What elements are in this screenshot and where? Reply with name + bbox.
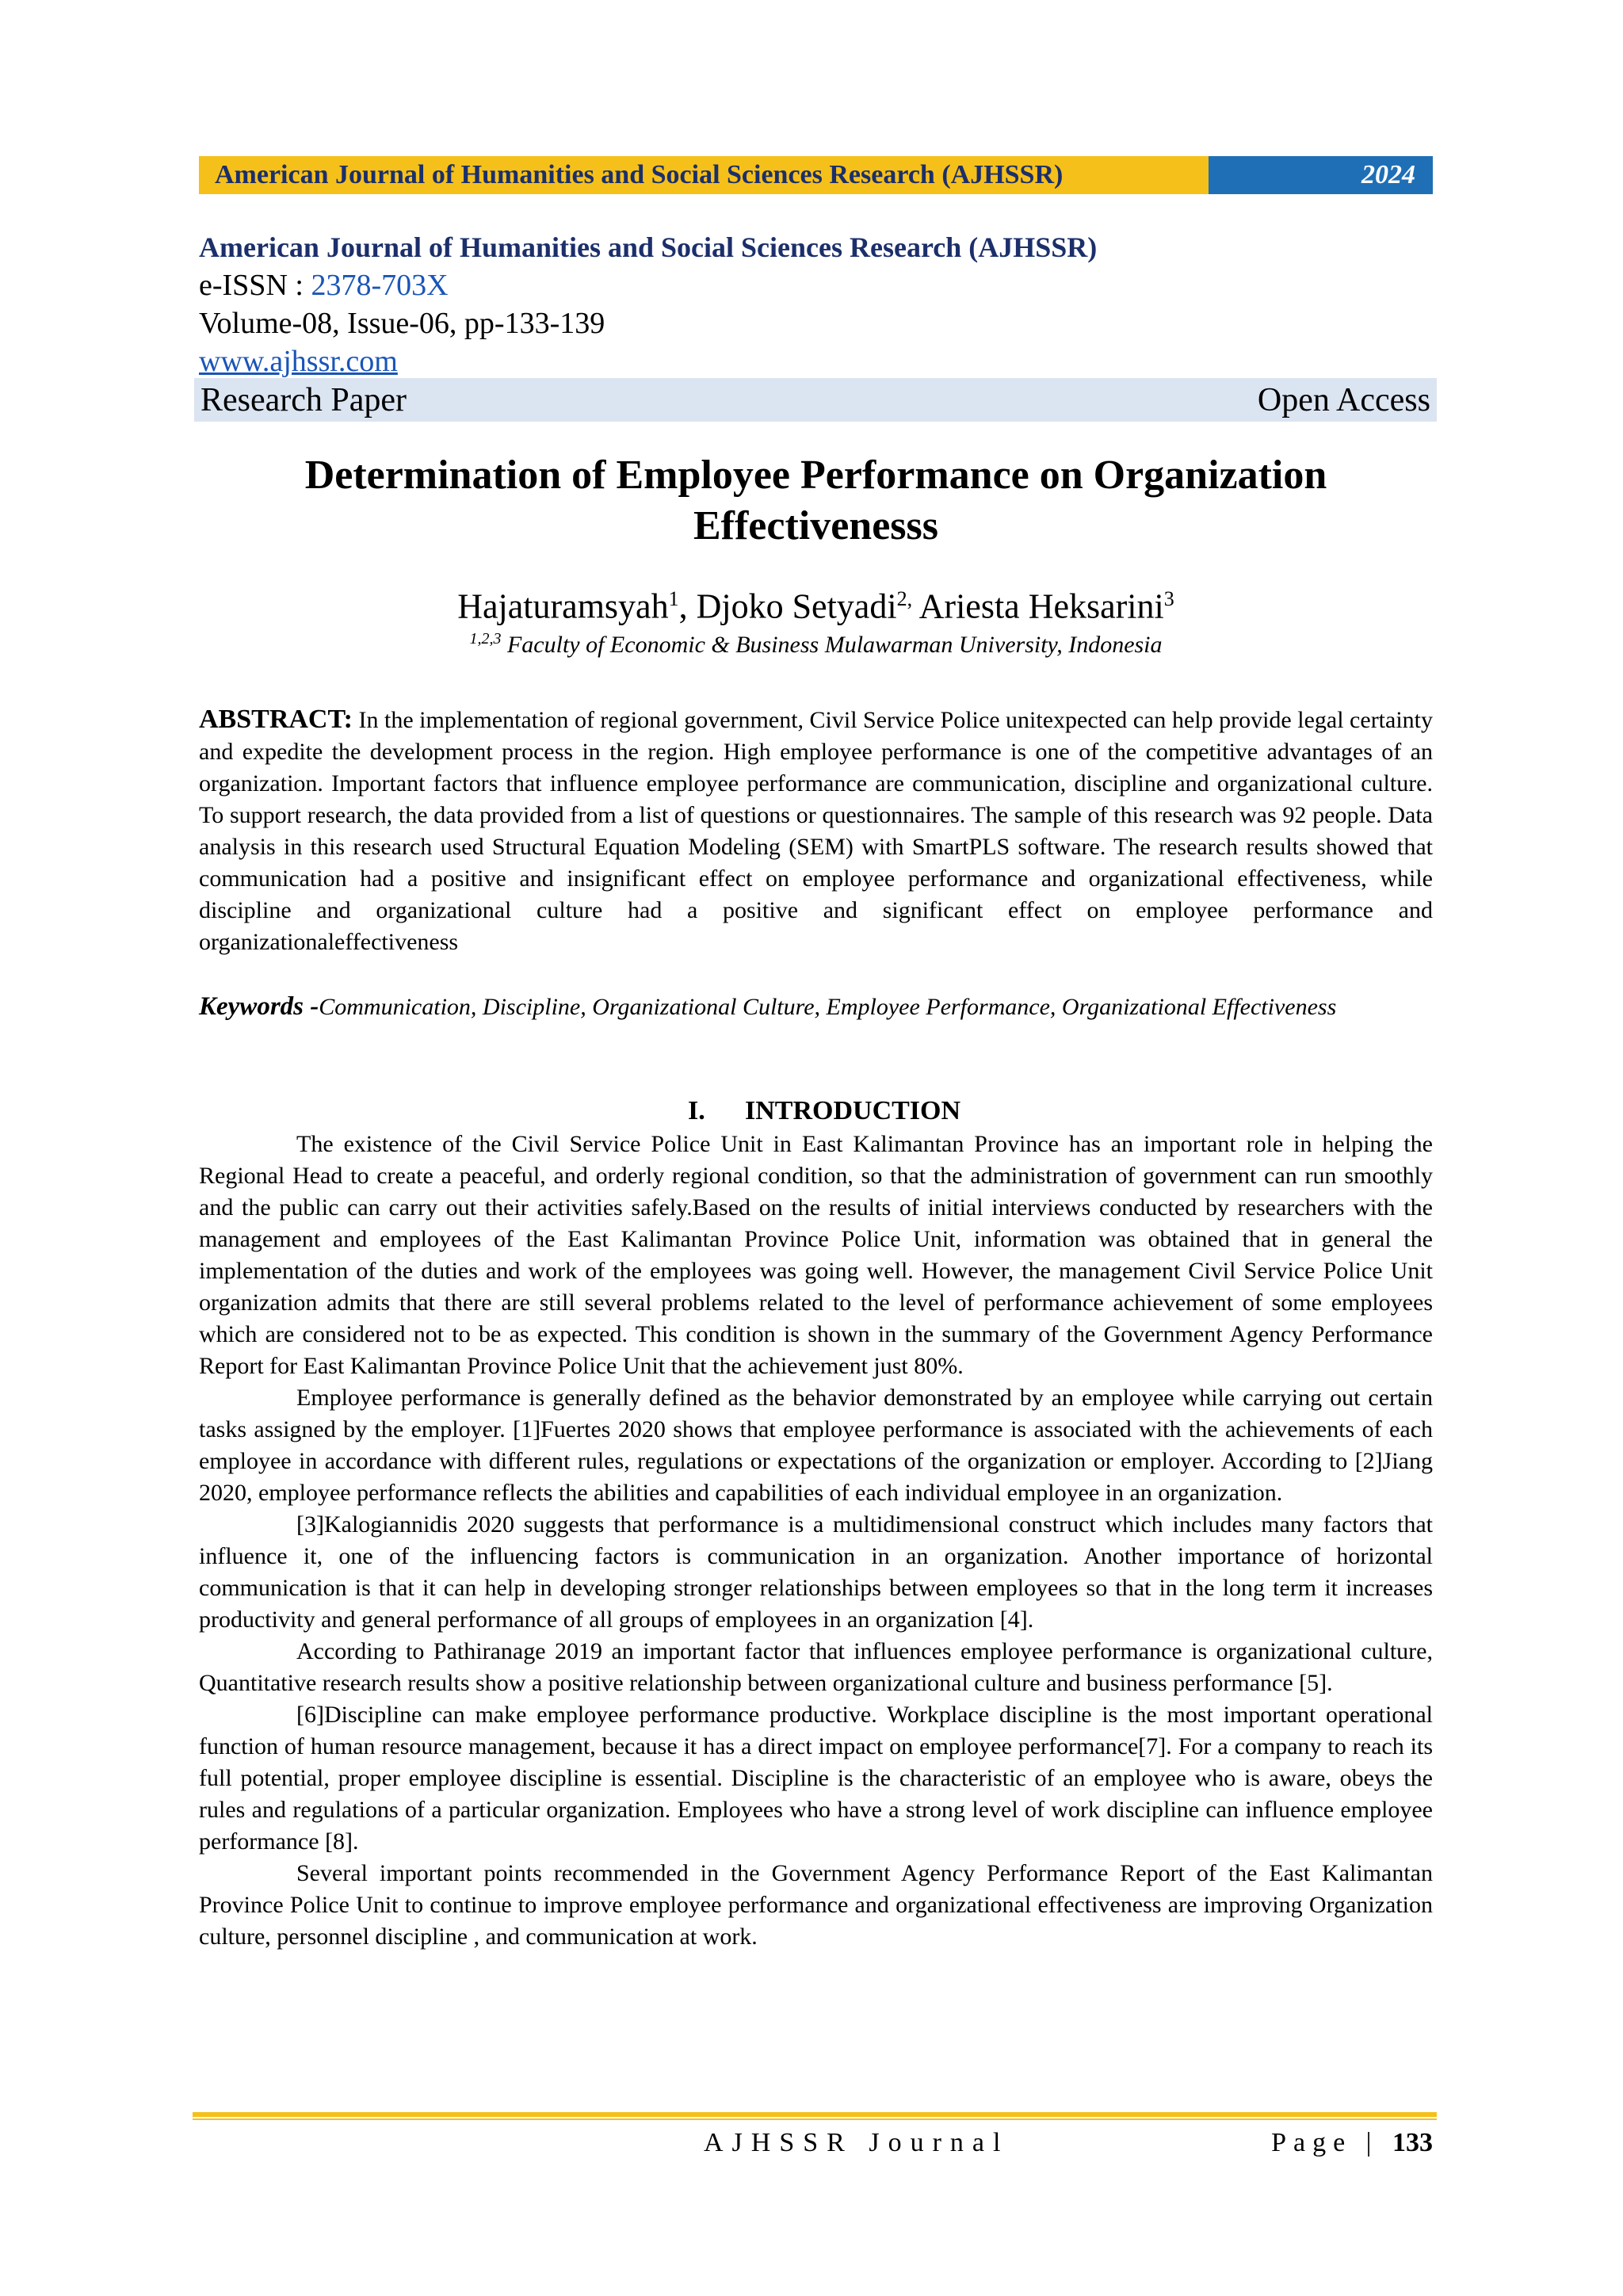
introduction-body	[199, 1129, 1433, 1953]
journal-meta	[199, 228, 1433, 380]
access-type: Open Access	[1257, 381, 1430, 418]
abstract-text: In the implementation of regional government, Civil Service Police unitexpected can help provide legal certainty and expedite the development process in the region. High employee performance is one of the competitive advantages of an organization. Important factors that influence employee performance are communication, discipline and organizational culture. To support research, the data provided from a list of questions or questionnaires. The sample of this research was 92 people. Data analysis in this research used Structural Equation Modeling (SEM) with SmartPLS software. The research results showed that communication had a positive and insignificant effect on employee performance and organizational effectiveness, while discipline and organizational culture had a positive and significant effect on employee performance and organizationaleffectiveness	[199, 707, 1433, 955]
section-heading	[199, 1095, 1433, 1127]
author-3-sup: 3	[1163, 587, 1174, 610]
footer-rule	[193, 2112, 1437, 2117]
author-1: Hajaturamsyah	[457, 586, 669, 626]
author-3: Ariesta Heksarini	[912, 586, 1164, 626]
author-1-sup: 1	[668, 587, 679, 610]
abstract	[199, 704, 1433, 958]
intro-paragraph: Employee performance is generally defined as the behavior demonstrated by an employee while carrying out certain tasks assigned by the employer. [1]Fuertes 2020 shows that employee performance is associated with the achievements of each employee in accordance with different rules, regulations or expectations of the organization or employer. According to [2]Jiang 2020, employee performance reflects the abilities and capabilities of each individual employee in an organization.	[199, 1385, 1433, 1506]
issn-label: e-ISSN :	[199, 269, 311, 302]
paper-type: Research Paper	[200, 381, 407, 418]
intro-paragraph: According to Pathiranage 2019 an important factor that influences employee performance is organizational culture, Quantitative research results show a positive relationship between organizational culture and business performance [5].	[199, 1638, 1433, 1696]
paper-title: Determination of Employee Performance on Organization Effectivenesss	[304, 453, 1327, 548]
footer-journal: AJHSSR Journal	[704, 2128, 1010, 2157]
intro-paragraph: [3]Kalogiannidis 2020 suggests that performance is a multidimensional construct which includes many factors that influence it, one of the influencing factors is communication in an organization. Another importance of horizontal communication is that it can help in developing stronger relationships between employees so that in the long term it increases productivity and general performance of all groups of employees in an organization [4].	[199, 1511, 1433, 1633]
keywords-label: Keywords -	[199, 992, 319, 1021]
keywords-text: Communication, Discipline, Organizational Culture, Employee Performance, Organizational Effectiveness	[319, 994, 1337, 1020]
section-name: INTRODUCTION	[745, 1096, 961, 1125]
journal-header-band	[199, 156, 1433, 194]
issn-value: 2378-703X	[311, 269, 449, 302]
journal-website-link[interactable]: www.ajhssr.com	[199, 345, 398, 378]
header-journal-name: American Journal of Humanities and Social Sciences Research (AJHSSR)	[199, 156, 1209, 194]
affiliation-sup: 1,2,3	[469, 630, 502, 648]
page-footer	[199, 2124, 1433, 2162]
intro-paragraph: Several important points recommended in the Government Agency Performance Report of the East Kalimantan Province Police Unit to continue to improve employee performance and organizational effectiveness are improving Organization culture, personnel discipline , and communication at work.	[199, 1860, 1433, 1950]
affiliation-text: Faculty of Economic & Business Mulawarman University, Indonesia	[501, 632, 1163, 658]
keywords	[199, 991, 1433, 1023]
author-list	[199, 577, 1433, 629]
meta-volume: Volume-08, Issue-06, pp-133-139	[199, 307, 605, 340]
paper-type-bar	[194, 378, 1437, 422]
intro-paragraph: [6]Discipline can make employee performance productive. Workplace discipline is the most important operational function of human resource management, because it has a direct impact on employee performance[7]. For a company to reach its full potential, proper employee discipline is essential. Discipline is the characteristic of an employee who is aware, obeys the rules and regulations of a particular organization. Employees who have a strong level of work discipline can influence employee performance [8].	[199, 1702, 1433, 1855]
header-year: 2024	[1209, 156, 1433, 194]
author-2-sup: 2,	[896, 587, 913, 610]
page-number: 133	[1392, 2128, 1433, 2157]
meta-issn	[199, 266, 1433, 304]
meta-journal-name: American Journal of Humanities and Social Sciences Research (AJHSSR)	[199, 231, 1098, 263]
author-2: , Djoko Setyadi	[678, 586, 897, 626]
page-label: Page |	[1271, 2128, 1392, 2157]
footer-page	[1271, 2124, 1433, 2162]
section-number: I.	[688, 1096, 705, 1125]
intro-paragraph: The existence of the Civil Service Police Unit in East Kalimantan Province has an important role in helping the Regional Head to create a peaceful, and orderly regional condition, so that the administration of government can run smoothly and the public can carry out their activities safely.Based on the results of initial interviews conducted by researchers with the management and employees of the East Kalimantan Province Police Unit, information was obtained that in general the implementation of the duties and work of the employees was going well. However, the management Civil Service Police Unit organization admits that there are still several problems related to the level of performance achievement of some employees which are considered not to be as expected. This condition is shown in the summary of the Government Agency Performance Report for East Kalimantan Province Police Unit that the achievement just 80%.	[199, 1131, 1433, 1379]
abstract-label: ABSTRACT:	[199, 705, 353, 734]
footer-rule-thin	[193, 2118, 1437, 2120]
affiliation	[199, 623, 1433, 661]
